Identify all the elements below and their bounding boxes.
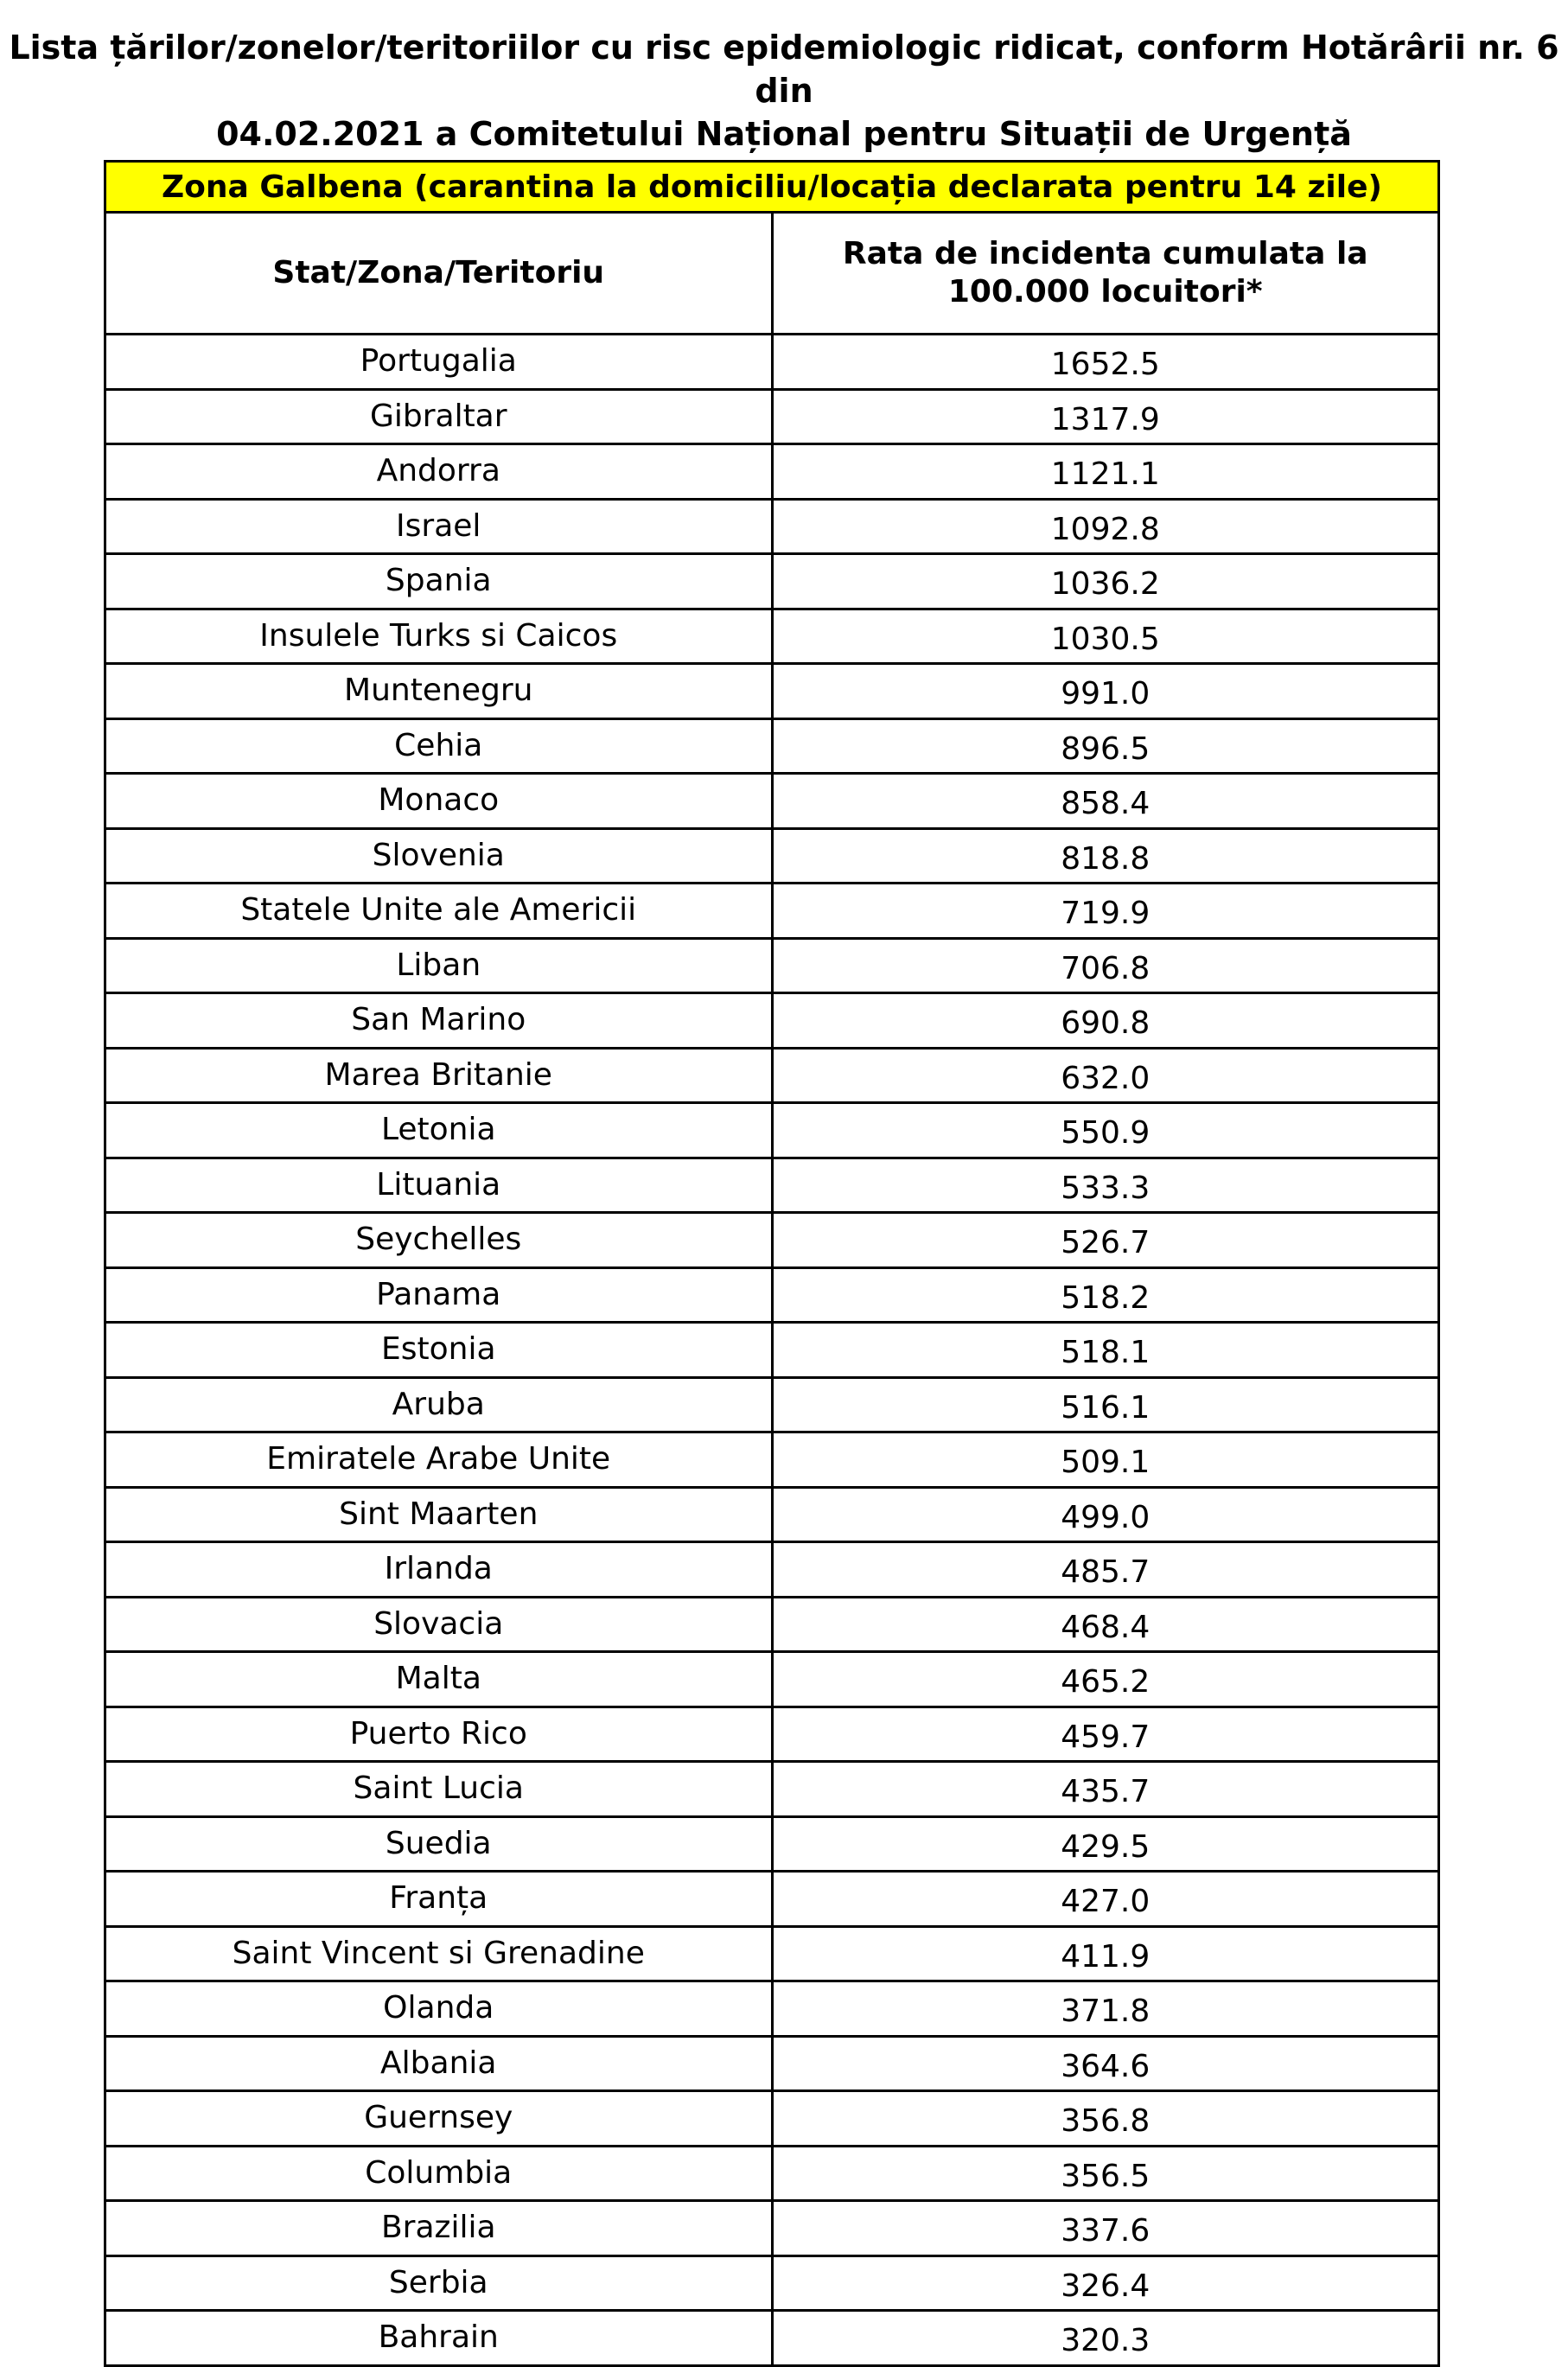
country-cell: Estonia — [105, 1323, 773, 1378]
country-cell: Seychelles — [105, 1213, 773, 1268]
rate-cell: 509.1 — [772, 1432, 1439, 1488]
rate-cell: 1030.5 — [772, 609, 1439, 664]
country-cell: Statele Unite ale Americii — [105, 884, 773, 939]
table-row — [105, 609, 1439, 664]
table-row — [105, 1597, 1439, 1652]
table-row — [105, 2311, 1439, 2366]
rate-cell: 516.1 — [772, 1377, 1439, 1432]
table-row — [105, 1652, 1439, 1707]
country-cell: Slovenia — [105, 828, 773, 884]
document-title — [0, 26, 1568, 156]
rate-cell: 468.4 — [772, 1597, 1439, 1652]
table-row — [105, 1487, 1439, 1542]
rate-cell: 465.2 — [772, 1652, 1439, 1707]
rate-cell: 459.7 — [772, 1707, 1439, 1762]
country-cell: Andorra — [105, 444, 773, 500]
table-row — [105, 1981, 1439, 2037]
table-row — [105, 2146, 1439, 2201]
country-cell: Liban — [105, 938, 773, 993]
country-cell: Albania — [105, 2036, 773, 2091]
rate-cell: 356.8 — [772, 2091, 1439, 2147]
table-row — [105, 1323, 1439, 1378]
table-row — [105, 993, 1439, 1049]
rate-cell: 533.3 — [772, 1158, 1439, 1213]
country-cell: Guernsey — [105, 2091, 773, 2147]
table-row — [105, 1926, 1439, 1981]
country-cell: Insulele Turks si Caicos — [105, 609, 773, 664]
country-cell: Franța — [105, 1872, 773, 1927]
rate-cell: 499.0 — [772, 1487, 1439, 1542]
country-cell: Portugalia — [105, 335, 773, 390]
rate-cell: 818.8 — [772, 828, 1439, 884]
table-row — [105, 1542, 1439, 1598]
table-row — [105, 2091, 1439, 2147]
table-row — [105, 2036, 1439, 2091]
rate-cell: 356.5 — [772, 2146, 1439, 2201]
table-row — [105, 1816, 1439, 1872]
rate-cell: 427.0 — [772, 1872, 1439, 1927]
country-cell: Puerto Rico — [105, 1707, 773, 1762]
rate-cell: 690.8 — [772, 993, 1439, 1049]
country-cell: Saint Vincent si Grenadine — [105, 1926, 773, 1981]
rate-cell: 1092.8 — [772, 499, 1439, 554]
rate-cell: 371.8 — [772, 1981, 1439, 2037]
country-cell: Lituania — [105, 1158, 773, 1213]
table-row — [105, 884, 1439, 939]
country-cell: Irlanda — [105, 1542, 773, 1598]
column-header-rate — [772, 213, 1439, 335]
table-row — [105, 774, 1439, 829]
rate-cell: 719.9 — [772, 884, 1439, 939]
table-row — [105, 664, 1439, 719]
country-cell: Letonia — [105, 1103, 773, 1158]
country-cell: Columbia — [105, 2146, 773, 2201]
table-row — [105, 2201, 1439, 2256]
country-cell: Aruba — [105, 1377, 773, 1432]
country-cell: Muntenegru — [105, 664, 773, 719]
country-cell: Serbia — [105, 2255, 773, 2311]
country-cell: Israel — [105, 499, 773, 554]
rate-cell: 518.1 — [772, 1323, 1439, 1378]
table-row — [105, 1158, 1439, 1213]
rate-cell: 1121.1 — [772, 444, 1439, 500]
country-cell: Slovacia — [105, 1597, 773, 1652]
table-row — [105, 1048, 1439, 1103]
table-row — [105, 554, 1439, 609]
risk-zone-table — [104, 160, 1440, 2367]
rate-cell: 1036.2 — [772, 554, 1439, 609]
rate-cell: 632.0 — [772, 1048, 1439, 1103]
country-cell: Sint Maarten — [105, 1487, 773, 1542]
rate-cell: 518.2 — [772, 1267, 1439, 1323]
country-cell: Cehia — [105, 718, 773, 774]
rate-cell: 1652.5 — [772, 335, 1439, 390]
column-header-rate-line1: Rata de incidenta cumulata la — [842, 236, 1368, 271]
country-cell: Spania — [105, 554, 773, 609]
table-row — [105, 1213, 1439, 1268]
document-title-line1: Lista țărilor/zonelor/teritoriilor cu risc epidemiologic ridicat, conform Hotărârii nr. 6 din — [9, 29, 1559, 110]
table-row — [105, 499, 1439, 554]
country-cell: Monaco — [105, 774, 773, 829]
country-cell: Gibraltar — [105, 389, 773, 444]
rate-cell: 411.9 — [772, 1926, 1439, 1981]
table-row — [105, 335, 1439, 390]
table-body — [105, 335, 1439, 2366]
table-row — [105, 1872, 1439, 1927]
country-cell: Olanda — [105, 1981, 773, 2037]
rate-cell: 326.4 — [772, 2255, 1439, 2311]
rate-cell: 550.9 — [772, 1103, 1439, 1158]
rate-cell: 364.6 — [772, 2036, 1439, 2091]
rate-cell: 435.7 — [772, 1762, 1439, 1817]
table-row — [105, 2255, 1439, 2311]
country-cell: San Marino — [105, 993, 773, 1049]
table-row — [105, 938, 1439, 993]
country-cell: Brazilia — [105, 2201, 773, 2256]
country-cell: Suedia — [105, 1816, 773, 1872]
table-row — [105, 1432, 1439, 1488]
table-row — [105, 444, 1439, 500]
rate-cell: 320.3 — [772, 2311, 1439, 2366]
rate-cell: 429.5 — [772, 1816, 1439, 1872]
zone-header: Zona Galbena (carantina la domiciliu/locația declarata pentru 14 zile) — [105, 162, 1439, 213]
rate-cell: 896.5 — [772, 718, 1439, 774]
rate-cell: 526.7 — [772, 1213, 1439, 1268]
table-row — [105, 1377, 1439, 1432]
rate-cell: 1317.9 — [772, 389, 1439, 444]
table-row — [105, 718, 1439, 774]
table-row — [105, 1707, 1439, 1762]
rate-cell: 706.8 — [772, 938, 1439, 993]
table-row — [105, 1762, 1439, 1817]
column-header-country: Stat/Zona/Teritoriu — [105, 213, 773, 335]
rate-cell: 858.4 — [772, 774, 1439, 829]
table-row — [105, 389, 1439, 444]
rate-cell: 991.0 — [772, 664, 1439, 719]
rate-cell: 337.6 — [772, 2201, 1439, 2256]
document-title-line2: 04.02.2021 a Comitetului Național pentru Situații de Urgență — [216, 115, 1352, 153]
country-cell: Saint Lucia — [105, 1762, 773, 1817]
country-cell: Panama — [105, 1267, 773, 1323]
country-cell: Marea Britanie — [105, 1048, 773, 1103]
country-cell: Emiratele Arabe Unite — [105, 1432, 773, 1488]
country-cell: Bahrain — [105, 2311, 773, 2366]
column-header-rate-line2: 100.000 locuitori* — [947, 274, 1263, 309]
country-cell: Malta — [105, 1652, 773, 1707]
rate-cell: 485.7 — [772, 1542, 1439, 1598]
table-row — [105, 828, 1439, 884]
table-row — [105, 1267, 1439, 1323]
table-row — [105, 1103, 1439, 1158]
